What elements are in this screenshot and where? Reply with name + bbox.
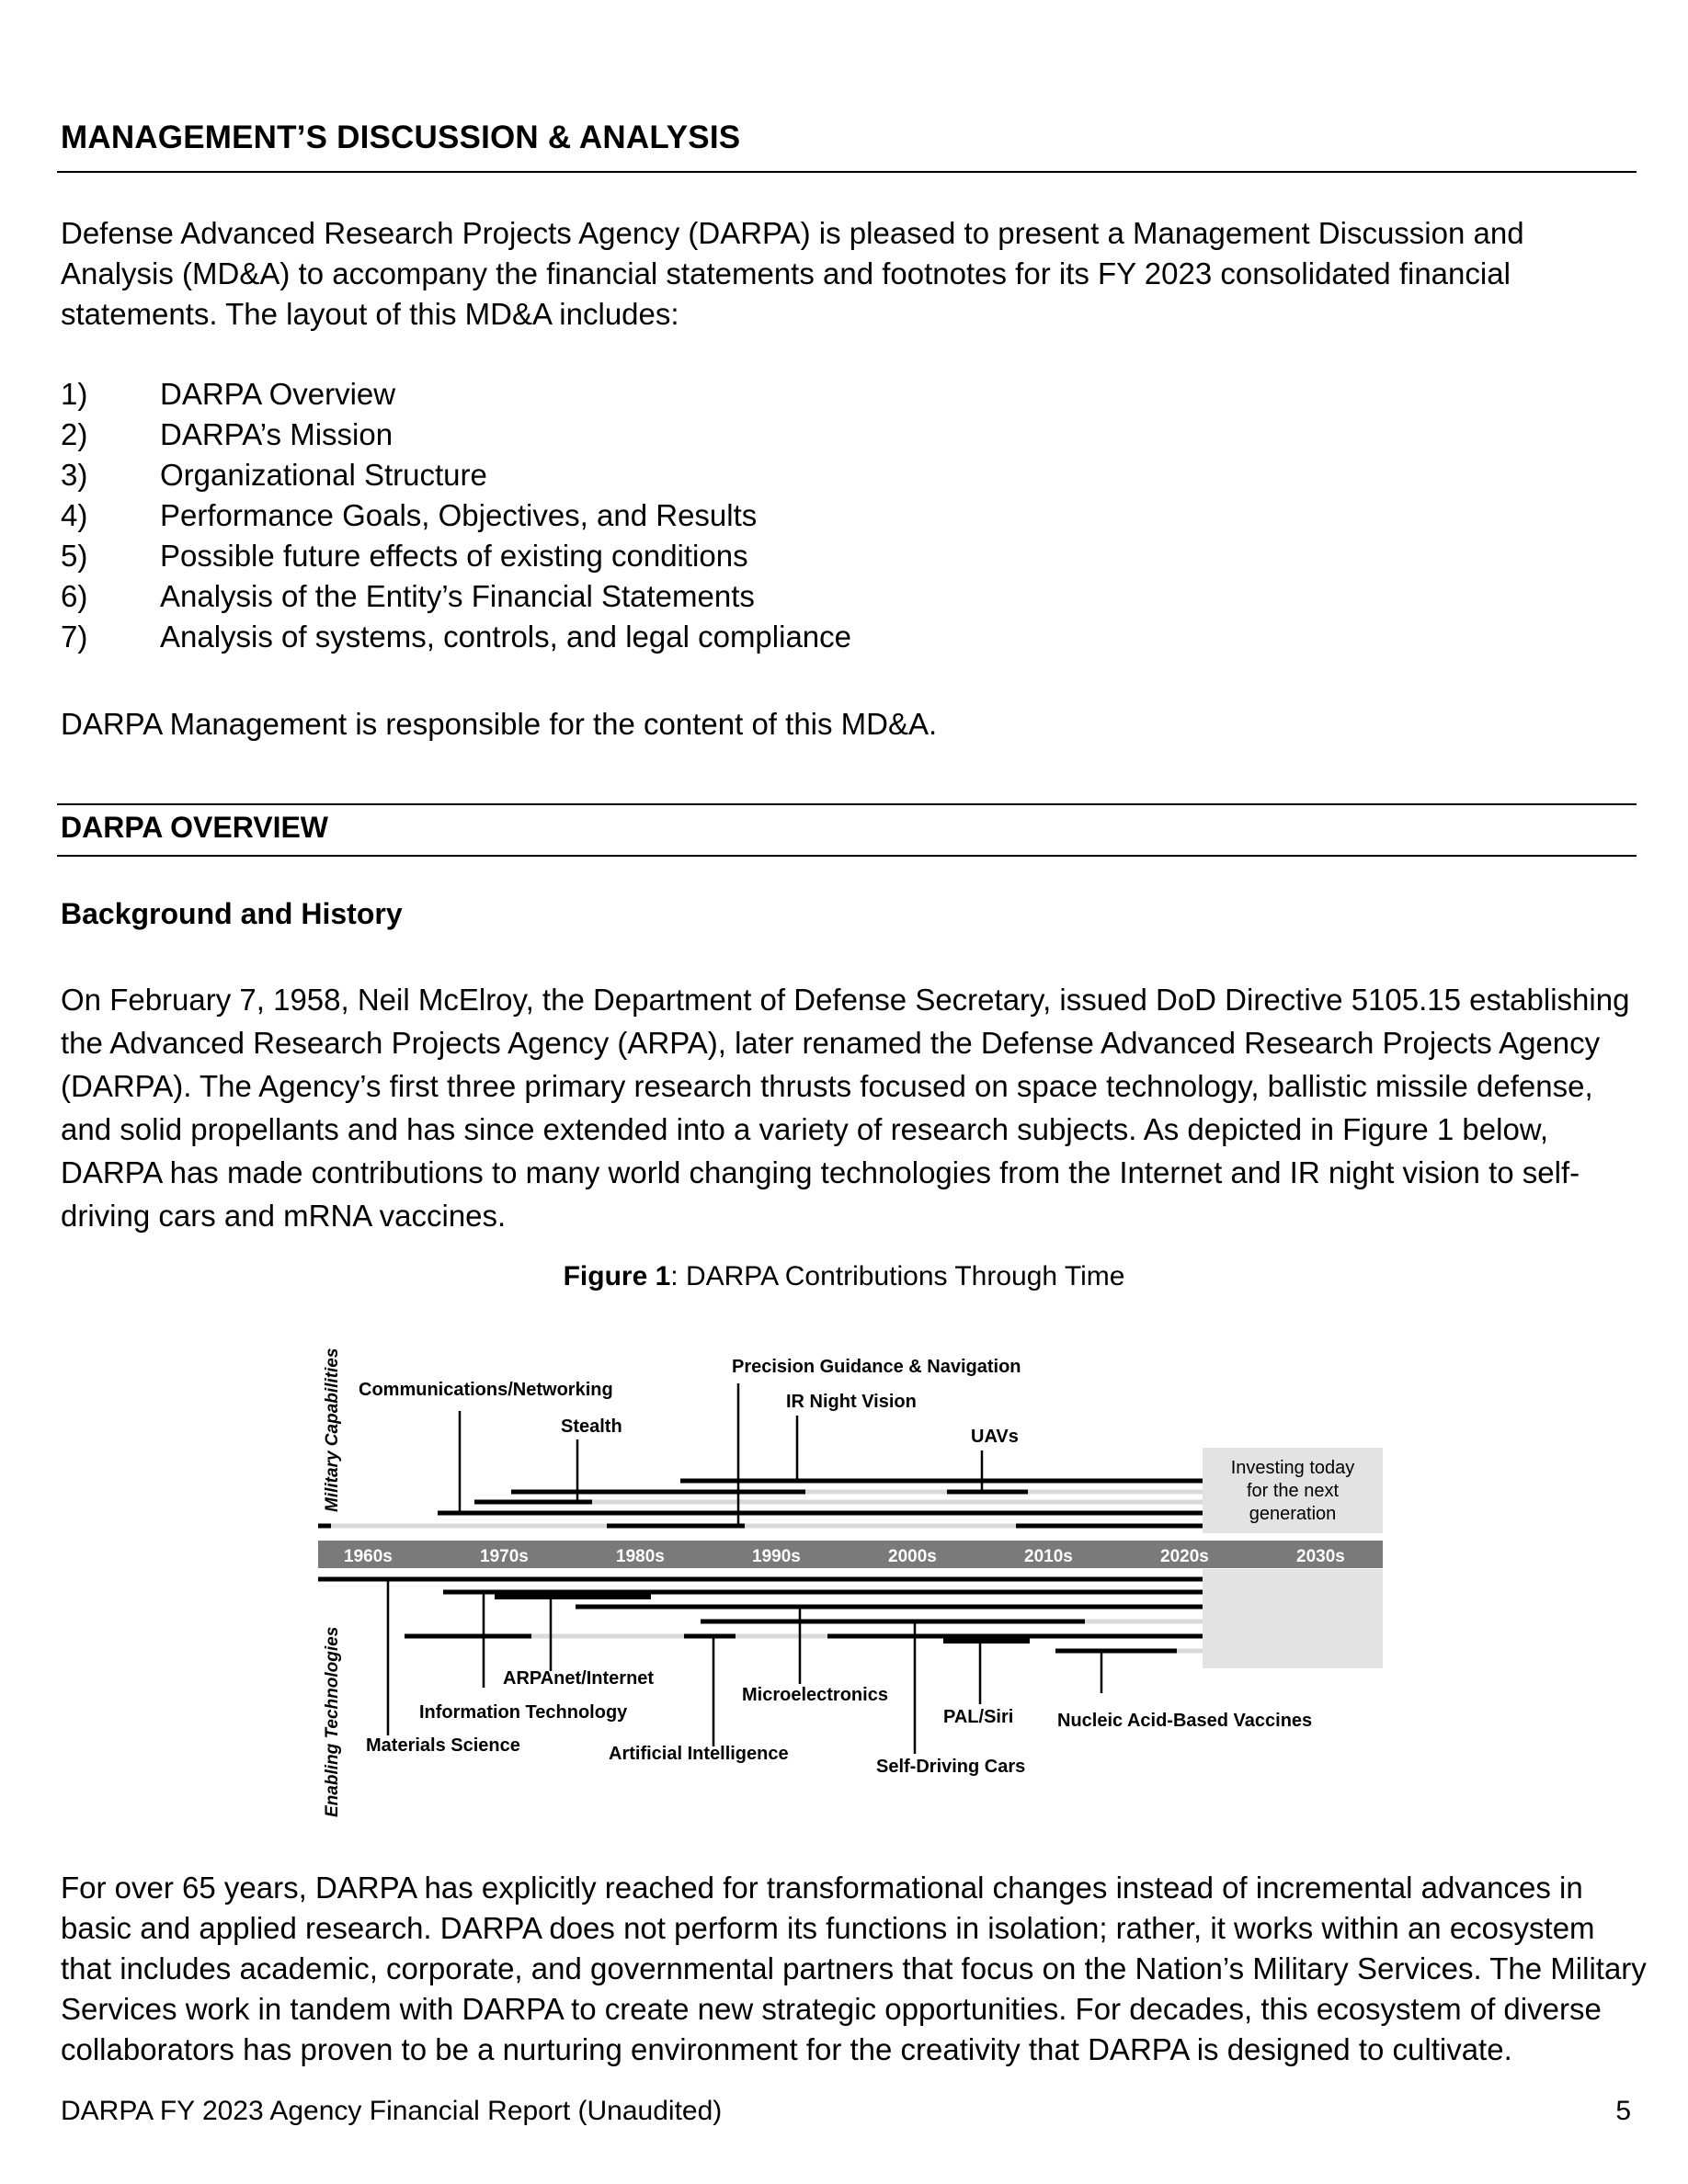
military-item-label: IR Night Vision [786,1392,917,1412]
investing-line-2: for the next [1246,1481,1340,1501]
list-item [61,415,851,455]
list-number: 7) [61,620,88,654]
investing-line-3: generation [1249,1504,1337,1524]
enabling-item-label: ARPAnet/Internet [503,1668,655,1689]
decade-label: 2030s [1296,1547,1345,1566]
ecosystem-paragraph: For over 65 years, DARPA has explicitly reached for transformational changes instead of incremental advances in basic and applied research. DARPA does not perform its functions in isolation; rather, it works within an ecosystem that includes academic, corporate, and governmental partners that focus on the Nation’s Military Services. The Military Services work in tandem with DARPA to create new strategic opportunities. For decades, this ecosystem of diverse collaborators has proven to be a nurturing environment for the creativity that DARPA is designed to cultivate. [61,1871,1647,2066]
decade-label: 1990s [752,1547,801,1566]
figure-caption-text: : DARPA Contributions Through Time [670,1261,1125,1291]
section-rule-top [57,803,1637,805]
figure-caption-label: Figure 1 [563,1261,671,1291]
military-axis-label: Military Capabilities [323,1348,342,1512]
list-number: 5) [61,539,88,573]
list-number: 4) [61,498,88,532]
list-label: Organizational Structure [160,458,487,492]
list-label: Analysis of the Entity’s Financial Statements [160,579,755,613]
history-paragraph: On February 7, 1958, Neil McElroy, the Department of Defense Secretary, issued DoD Directive 5105.15 establishing the Advanced Research Projects Agency (ARPA), later renamed the Defense Advanced Research Projects Agency (DARPA). The Agency’s first three primary research thrusts focused on space technology, ballistic missile defense, and solid propellants and has since extended into a variety of research subjects. As depicted in Figure 1 below, DARPA has made contributions to many world changing technologies from the Internet and IR night vision to self-driving cars and mRNA vaccines. [61,983,1630,1233]
enabling-item-label: Self-Driving Cars [876,1757,1026,1777]
enabling-axis-label: Enabling Technologies [323,1626,342,1817]
responsibility-statement: DARPA Management is responsible for the content of this MD&A. [61,707,938,741]
page-footer: DARPA FY 2023 Agency Financial Report (Unaudited) [61,2096,723,2126]
list-number: 3) [61,458,88,492]
list-label: Analysis of systems, controls, and legal compliance [160,620,852,654]
decade-band [318,1541,1383,1568]
list-number: 2) [61,417,88,451]
enabling-lines [318,1579,1203,1651]
list-label: Performance Goals, Objectives, and Results [160,498,758,532]
figure-caption [0,1261,1688,1292]
contributions-timeline [313,1314,1388,1829]
subheading: Background and History [61,897,403,930]
list-label: Possible future effects of existing conditions [160,539,748,573]
layout-list [61,374,851,657]
decade-label: 1970s [480,1547,529,1566]
military-item-label: UAVs [971,1427,1019,1447]
future-area-bottom [1203,1569,1383,1668]
investing-line-1: Investing today [1230,1458,1355,1478]
decade-label: 2010s [1024,1547,1073,1566]
section-heading: DARPA OVERVIEW [61,811,328,844]
heading-rule [57,171,1637,173]
military-lines [318,1481,1203,1526]
decade-label: 1960s [344,1547,393,1566]
list-item [61,617,851,657]
list-item [61,374,851,415]
list-label: DARPA’s Mission [160,417,393,451]
section-rule-bottom [57,855,1637,857]
military-item-label: Stealth [561,1416,622,1437]
list-number: 6) [61,579,88,613]
enabling-item-label: PAL/Siri [943,1707,1014,1727]
decade-label: 2000s [888,1547,937,1566]
page-number: 5 [1615,2096,1631,2126]
enabling-item-label: Microelectronics [742,1685,888,1705]
enabling-item-label: Information Technology [419,1702,628,1723]
list-item [61,536,851,576]
intro-paragraph: Defense Advanced Research Projects Agency (DARPA) is pleased to present a Management Discussion and Analysis (MD&A) to accompany the financial statements and footnotes for its FY 2023 consolidated financial statements. The layout of this MD&A includes: [61,216,1524,331]
decade-label: 1980s [616,1547,665,1566]
decade-label: 2020s [1160,1547,1209,1566]
list-number: 1) [61,377,88,411]
list-item [61,495,851,536]
enabling-item-label: Nucleic Acid-Based Vaccines [1057,1711,1313,1731]
enabling-item-label: Materials Science [366,1735,520,1756]
enabling-item-label: Artificial Intelligence [609,1744,789,1764]
military-item-label: Precision Guidance & Navigation [732,1357,1021,1377]
list-item [61,455,851,495]
page-heading: MANAGEMENT’S DISCUSSION & ANALYSIS [61,119,741,155]
military-item-label: Communications/Networking [359,1380,613,1400]
list-label: DARPA Overview [160,377,396,411]
list-item [61,576,851,617]
